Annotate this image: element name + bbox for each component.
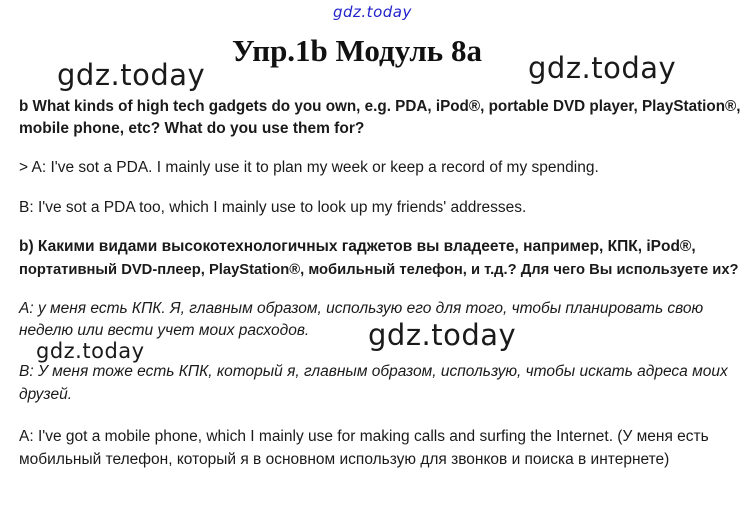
question-en-line-1: b What kinds of high tech gadgets do you own, e.g. PDA, iPod®, portable DVD player, PlayStation®, xyxy=(19,98,741,115)
answer-b-ru-line-1: B: У меня тоже есть КПК, который я, главным образом, использую, чтобы искать адреса моих xyxy=(19,363,728,380)
watermark-left-mid: gdz.today xyxy=(36,339,145,363)
watermark-right-top: gdz.today xyxy=(528,51,677,85)
answer-a-en: > A: I've sot a PDA. I mainly use it to plan my week or keep a record of my spending. xyxy=(19,159,599,176)
answer-a-ru-line-1: A: у меня есть КПК. Я, главным образом, использую его для того, чтобы планировать свою xyxy=(19,300,704,317)
answer-b-en: B: I've sot a PDA too, which I mainly use to look up my friends' addresses. xyxy=(19,199,527,216)
watermark-center: gdz.today xyxy=(368,318,517,352)
final-answer-line-2: мобильный телефон, который я в основном использую для звонков и поиска в интернете) xyxy=(19,451,670,468)
question-ru-line-2: портативный DVD-плеер, PlayStation®, мобильный телефон, и т.д.? Для чего Вы используете их? xyxy=(19,262,739,278)
page-title: Упр.1b Модуль 8a xyxy=(232,33,482,68)
watermark-left-top: gdz.today xyxy=(57,58,206,92)
answer-b-ru-line-2: друзей. xyxy=(19,386,73,403)
question-ru-line-1: b) Какими видами высокотехнологичных гаджетов вы владеете, например, КПК, iPod®, xyxy=(19,238,696,255)
answer-a-ru-line-2: неделю или вести учет моих расходов. xyxy=(19,322,310,339)
watermark-top: gdz.today xyxy=(333,3,412,21)
question-en-line-2: mobile phone, etc? What do you use them for? xyxy=(19,120,365,137)
final-answer-line-1: A: I've got a mobile phone, which I mainly use for making calls and surfing the Internet. (У меня есть xyxy=(19,428,709,445)
